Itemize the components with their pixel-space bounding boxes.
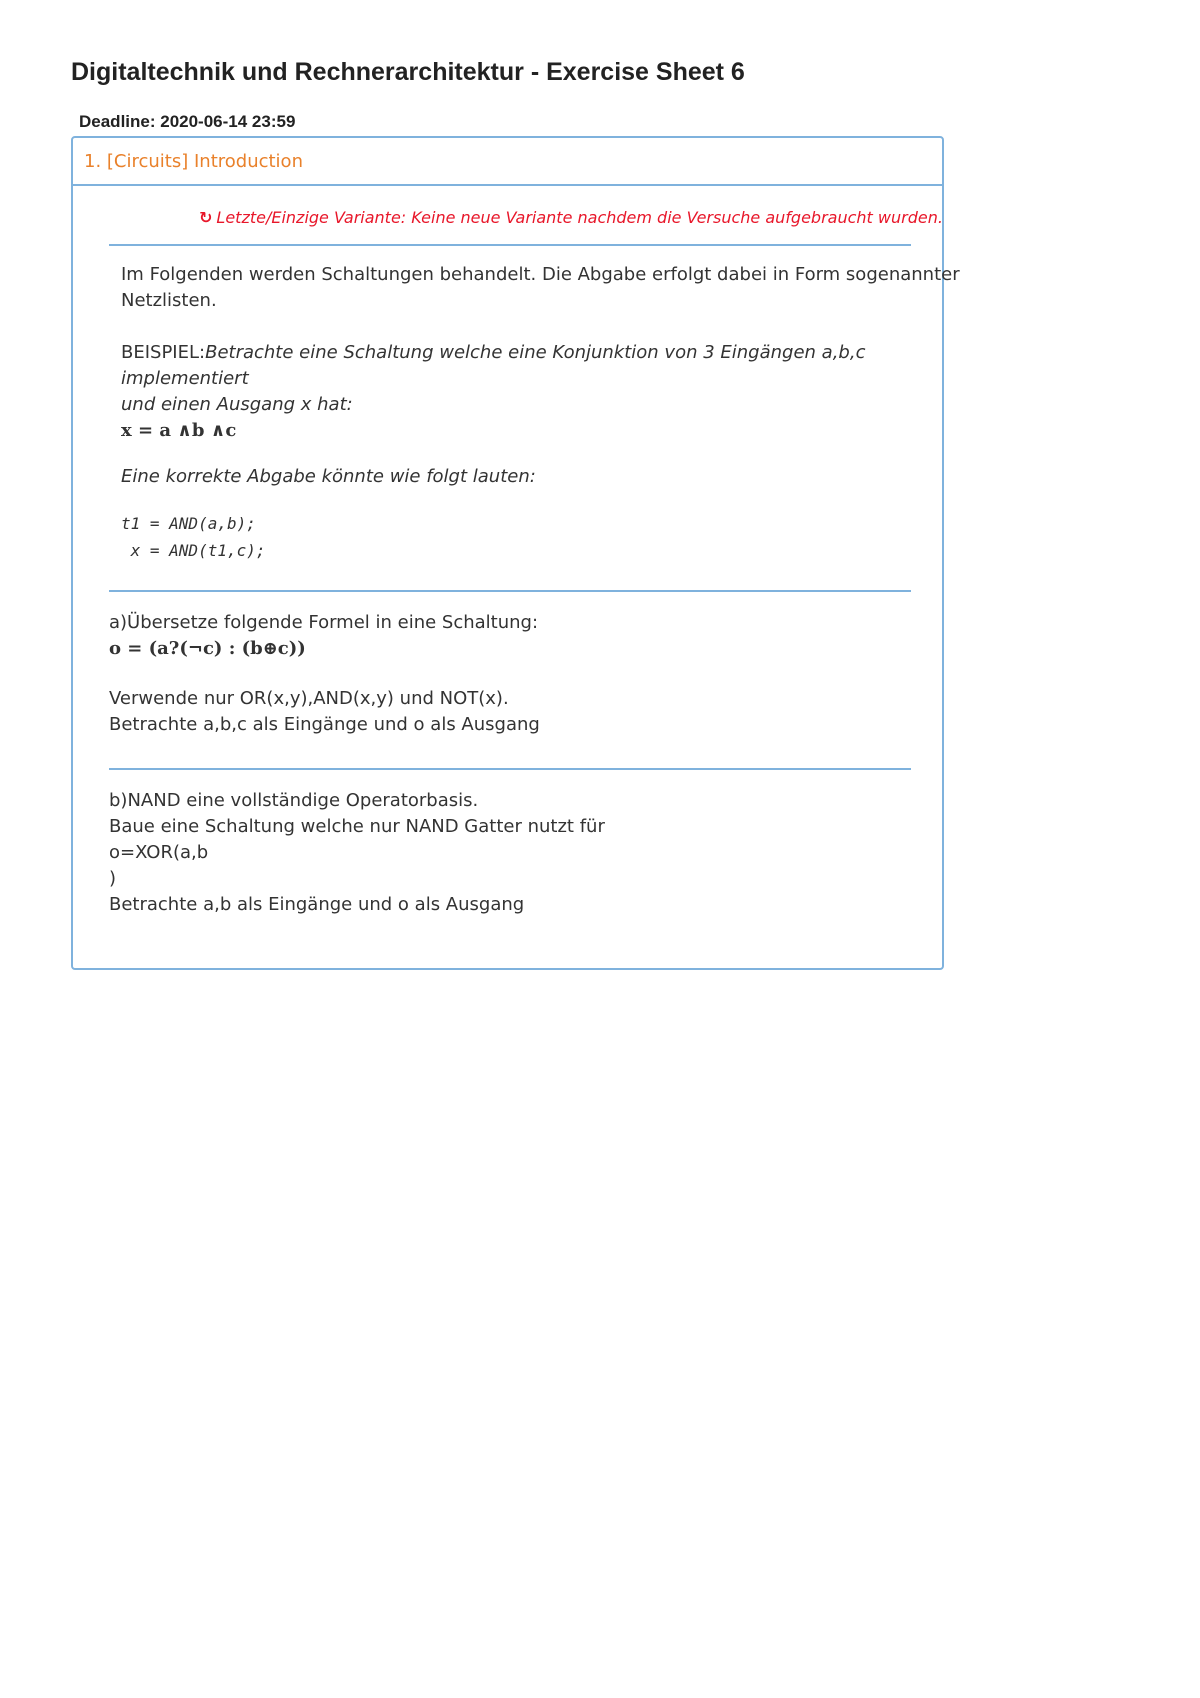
example-text-2: und einen Ausgang x hat: xyxy=(121,394,353,415)
answer-intro: Eine korrekte Abgabe könnte wie folgt lauten: xyxy=(121,466,536,487)
part-b-line-2: Baue eine Schaltung welche nur NAND Gatter nutzt für xyxy=(109,816,605,837)
exercise-card xyxy=(71,136,960,970)
part-b-line-3: o=XOR(a,b xyxy=(109,842,209,863)
part-a-io: Betrachte a,b,c als Eingänge und o als Ausgang xyxy=(109,714,540,735)
part-b-line-4: ) xyxy=(109,868,117,889)
intro-section xyxy=(121,262,991,564)
example-label: BEISPIEL: xyxy=(121,342,206,363)
example-text: Betrachte eine Schaltung welche eine Konjunktion von 3 Eingängen a,b,c implementiert xyxy=(121,342,866,389)
part-a-instruction: a)Übersetze folgende Formel in eine Schaltung: xyxy=(109,612,539,633)
refresh-icon: ↻ xyxy=(199,208,213,227)
example-formula: x = a ∧b ∧c xyxy=(121,420,237,441)
divider xyxy=(109,590,911,592)
divider xyxy=(109,768,911,770)
code-line: t1 = AND(a,b); xyxy=(121,514,256,533)
intro-line-1: Im Folgenden werden Schaltungen behandelt. Die Abgabe erfolgt dabei in Form sogenannter xyxy=(121,264,960,285)
variant-notice xyxy=(199,208,943,227)
divider xyxy=(109,244,911,246)
exercise-header[interactable] xyxy=(73,138,942,186)
part-a-formula: o = (a?(¬c) : (b⊕c)) xyxy=(109,638,306,659)
part-b xyxy=(109,788,909,918)
exercise-title[interactable]: 1. [Circuits] Introduction xyxy=(84,151,303,172)
part-a xyxy=(109,610,909,738)
part-b-line-1: b)NAND eine vollständige Operatorbasis. xyxy=(109,790,479,811)
code-line: x = AND(t1,c); xyxy=(121,541,266,560)
example-paragraph xyxy=(121,340,991,392)
page-title: Digitaltechnik und Rechnerarchitektur - Exercise Sheet 6 xyxy=(71,58,745,86)
notice-text: Letzte/Einzige Variante: Keine neue Variante nachdem die Versuche aufgebraucht wurden. xyxy=(216,208,943,227)
intro-line-2: Netzlisten. xyxy=(121,290,217,311)
part-b-line-5: Betrachte a,b als Eingänge und o als Ausgang xyxy=(109,894,525,915)
code-block xyxy=(121,510,991,564)
part-a-constraint: Verwende nur OR(x,y),AND(x,y) und NOT(x). xyxy=(109,688,509,709)
deadline: Deadline: 2020-06-14 23:59 xyxy=(79,112,296,131)
